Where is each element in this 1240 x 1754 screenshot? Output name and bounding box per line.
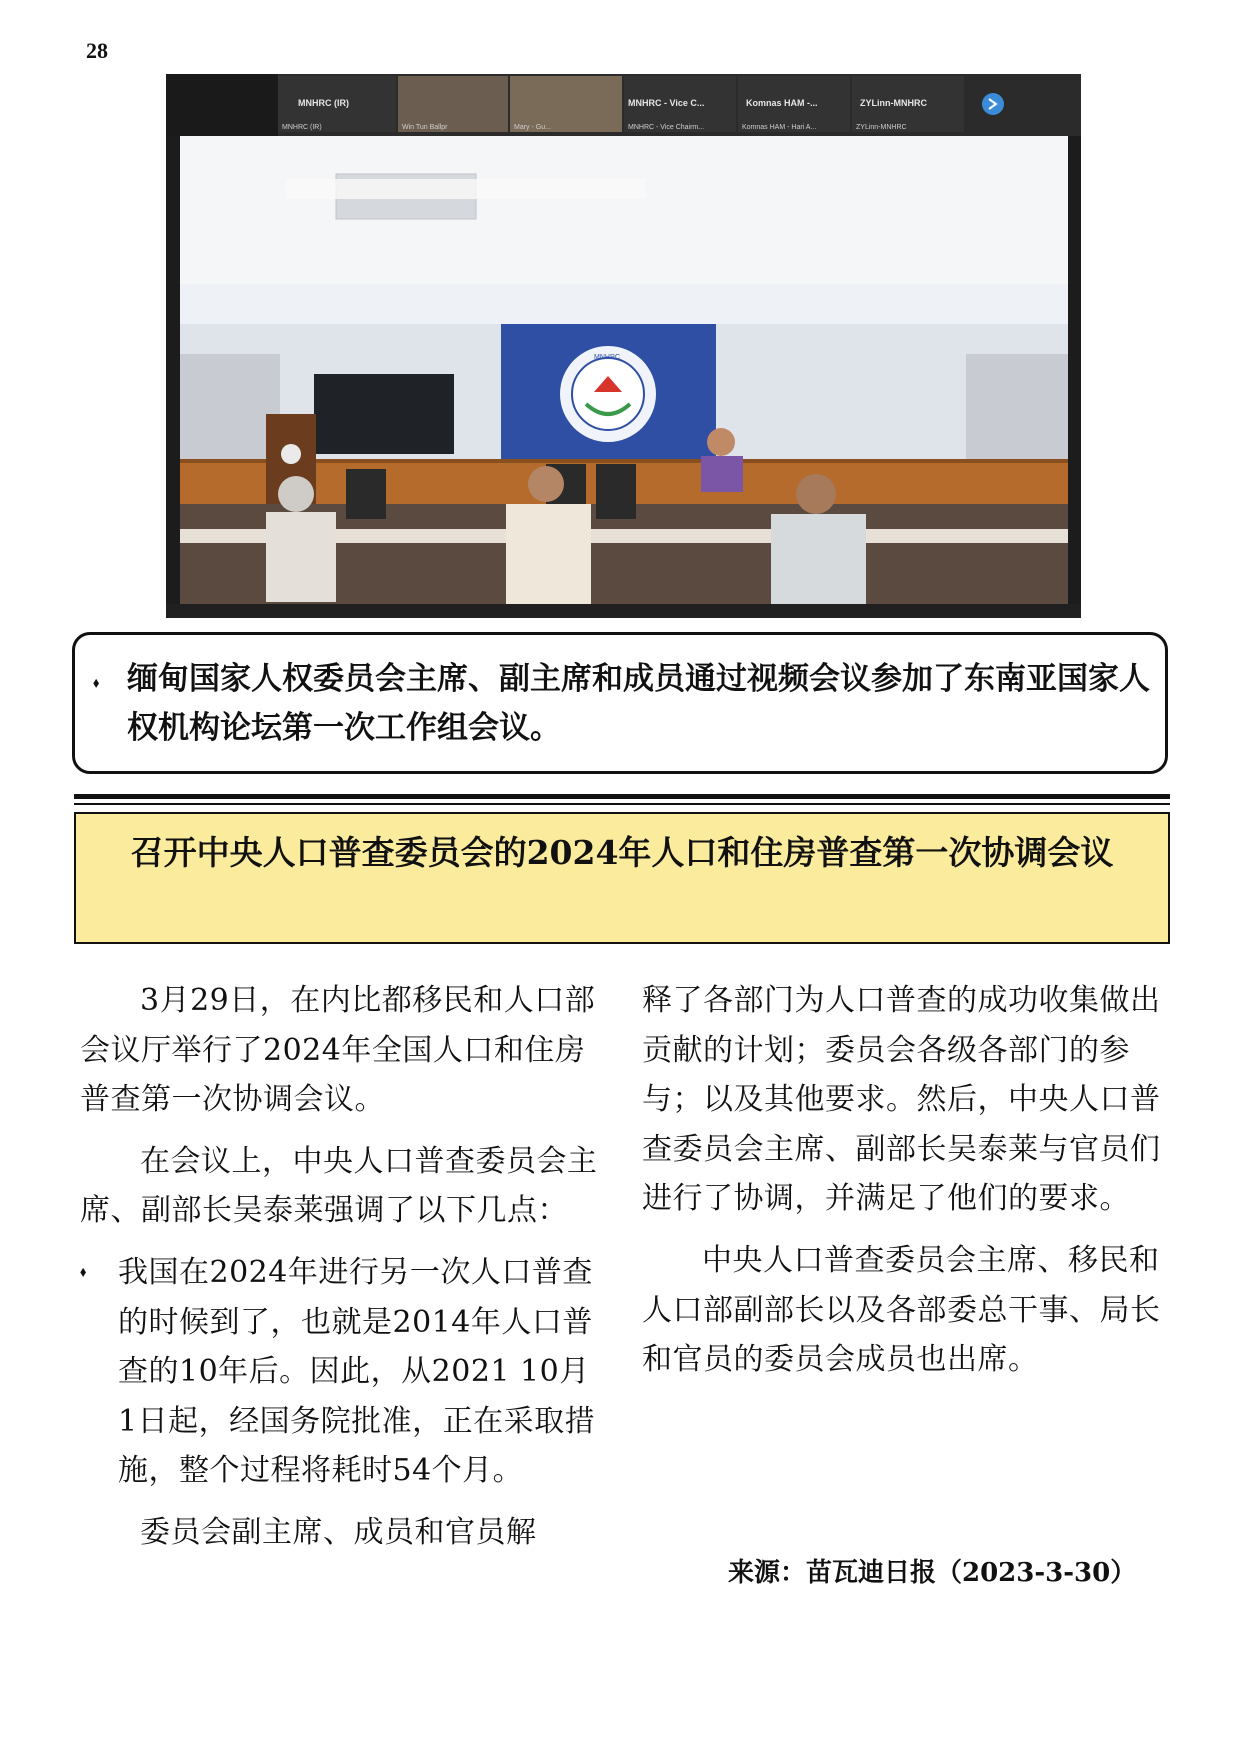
article-source: 来源：苗瓦迪日报（2023-3-30） bbox=[728, 1558, 1137, 1588]
tile-sub-3: Mary - Gu... bbox=[514, 124, 551, 131]
tile-sub-2: Win Tun Ballpr bbox=[402, 124, 448, 131]
article-paragraph: 中央人口普查委员会主席、移民和人口部副部长以及各部委总干事、局长和官员的委员会成员也出席。 bbox=[642, 1242, 1161, 1378]
tile-label-5: Komnas HAM -... bbox=[746, 98, 818, 108]
article-list-item bbox=[80, 1248, 608, 1496]
article-column-right bbox=[642, 976, 1170, 1397]
page-number: 28 bbox=[86, 38, 108, 63]
tile-label-4: MNHRC - Vice C... bbox=[628, 98, 705, 108]
tile-label-1: MNHRC (IR) bbox=[298, 98, 349, 108]
list-bullet-icon: ⬧ bbox=[80, 1263, 87, 1280]
photo-caption-box bbox=[72, 632, 1168, 774]
tile-sub-1: MNHRC (IR) bbox=[282, 124, 322, 131]
article-headline: 召开中央人口普查委员会的2024年人口和住房普查第一次协调会议 bbox=[74, 812, 1170, 944]
article-paragraph: 释了各部门为人口普查的成功收集做出贡献的计划；委员会各级各部门的参与；以及其他要求。然后，中央人口普查委员会主席、副部长吴泰莱与官员们进行了协调，并满足了他们的要求。 bbox=[642, 983, 1161, 1217]
article-paragraph: 委员会副主席、成员和官员解 bbox=[140, 1514, 537, 1550]
video-conference-photo bbox=[166, 74, 1081, 618]
photo-caption-text: 缅甸国家人权委员会主席、副主席和成员通过视频会议参加了东南亚国家人权机构论坛第一次工作组会议。 bbox=[127, 661, 1150, 746]
article-column-left bbox=[80, 976, 608, 1570]
article-paragraph: 3月29日，在内比都移民和人口部会议厅举行了2024年全国人口和住房普查第一次协调会议。 bbox=[80, 983, 596, 1118]
article-paragraph: 在会议上，中央人口普查委员会主席、副部长吴泰莱强调了以下几点： bbox=[80, 1143, 598, 1229]
banner-abbr: MNHRC bbox=[594, 354, 621, 361]
list-item-text: 我国在2024年进行另一次人口普查的时候到了，也就是2014年人口普查的10年后。因此，从2021 10月1日起，经国务院批准，正在采取措施，整个过程将耗时54个月。 bbox=[118, 1254, 596, 1489]
tile-sub-4: MNHRC - Vice Chairm... bbox=[628, 124, 705, 131]
divider-thin bbox=[74, 803, 1170, 805]
tile-sub-5: Komnas HAM - Hari A... bbox=[742, 124, 817, 131]
divider-thick bbox=[74, 794, 1170, 799]
participant-tiles bbox=[278, 76, 1004, 132]
tile-label-6: ZYLinn-MNHRC bbox=[860, 98, 927, 108]
caption-bullet-icon: ⬧ bbox=[93, 675, 100, 691]
tile-sub-6: ZYLinn-MNHRC bbox=[856, 124, 907, 131]
